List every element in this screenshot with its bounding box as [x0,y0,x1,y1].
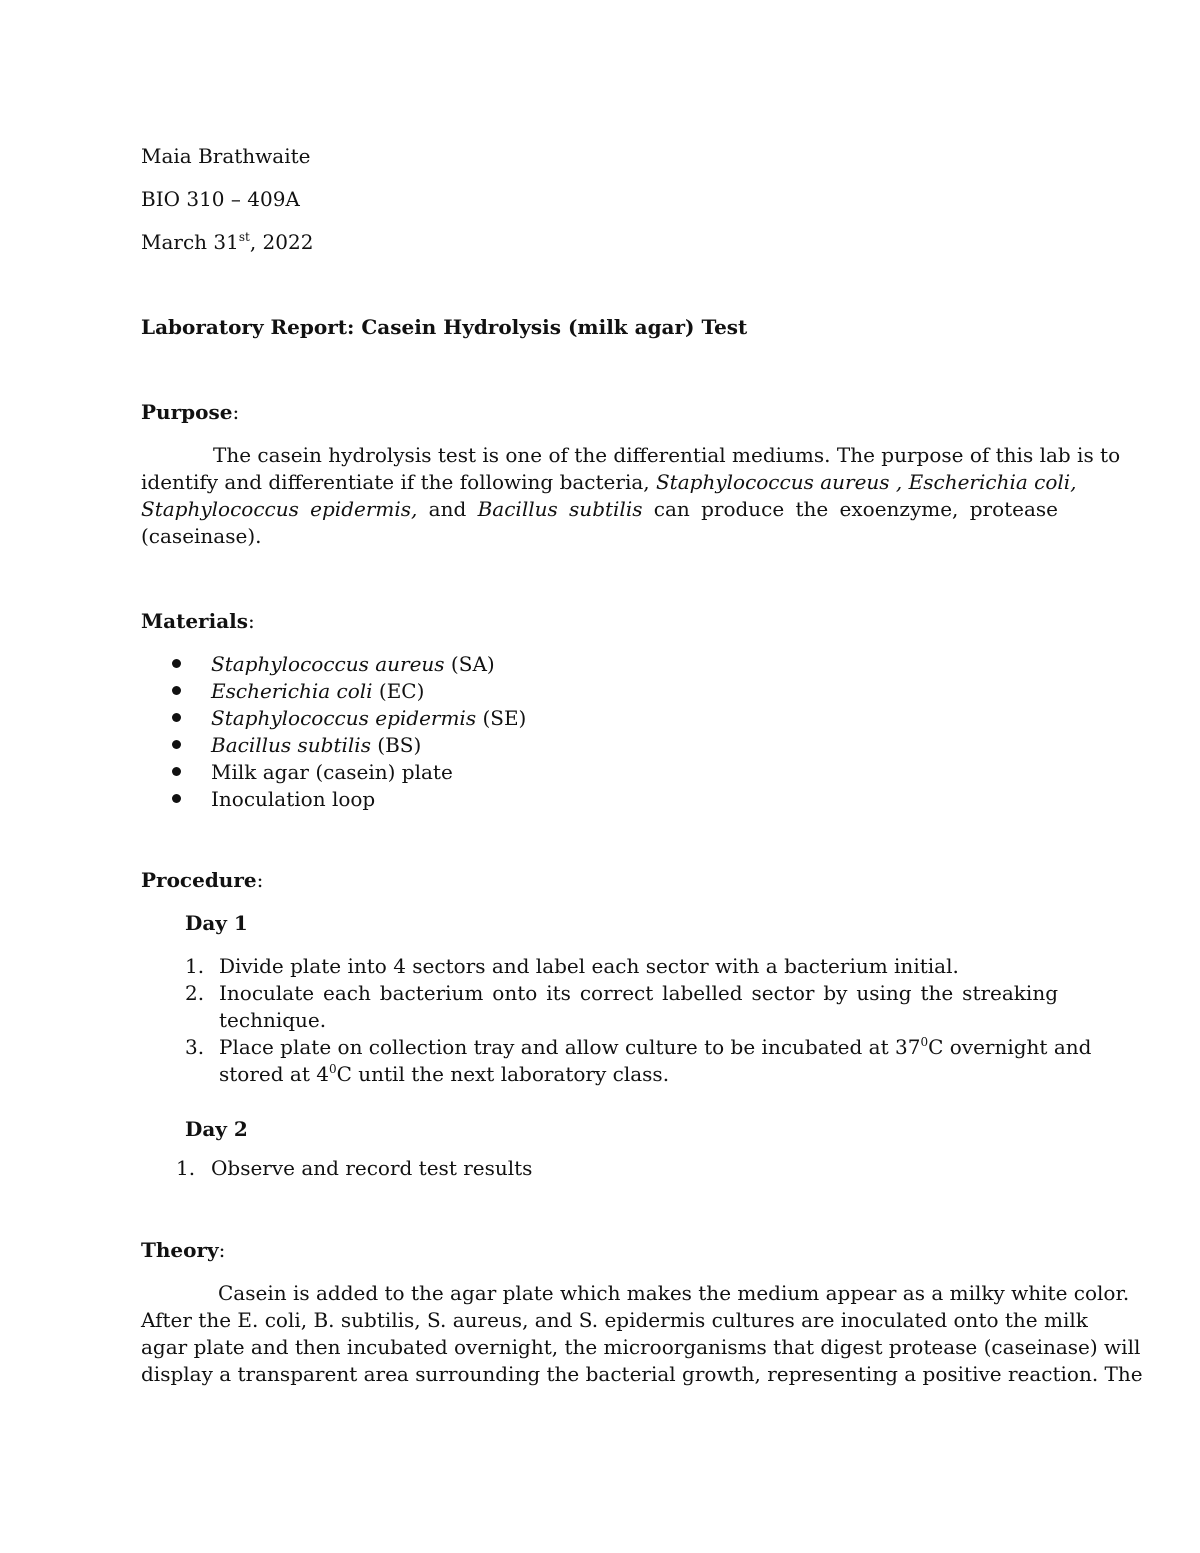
step-text-continued: technique. [219,1008,327,1032]
purpose-heading: Purpose: [141,400,240,424]
theory-paragraph-line-2: After the E. coli, B. subtilis, S. aureus, and S. epidermis cultures are inoculated onto the milk [141,1308,1088,1332]
step-text: Divide plate into 4 sectors and label each sector with a bacterium initial. [219,954,959,978]
purpose-paragraph-line-1: The casein hydrolysis test is one of the differential mediums. The purpose of this lab is to [213,443,1121,467]
day-1-heading: Day 1 [185,911,248,935]
list-item: Staphylococcus epidermis (SE) [172,705,526,732]
purpose-paragraph-line-3: Staphylococcus epidermis, and Bacillus subtilis can produce the exoenzyme, protease [141,497,1059,521]
list-item: Inoculation loop [172,786,375,813]
step-text: Place plate on collection tray and allow culture to be incubated at $37^0C$ overnight and [219,1035,1092,1059]
step-number: 2. [185,981,205,1005]
list-item: Bacillus subtilis (BS) [172,732,421,759]
step-number: 3. [185,1035,205,1059]
list-item: Milk agar (casein) plate [172,759,453,786]
step-number: 1. [185,954,205,978]
list-item: Escherichia coli (EC) [172,678,424,705]
day-2-heading: Day 2 [185,1117,248,1141]
theory-paragraph-line-1: Casein is added to the agar plate which makes the medium appear as a milky white color. [218,1281,1130,1305]
bullet-icon [172,686,181,695]
theory-paragraph-line-4: display a transparent area surrounding the bacterial growth, representing a positive reaction. The [141,1362,1143,1386]
course-code: BIO 310 – 409A [141,187,300,211]
purpose-paragraph-line-2: identify and differentiate if the following bacteria, Staphylococcus aureus , Escherichia coli, [141,470,1077,494]
bullet-icon [172,767,181,776]
bullet-icon [172,740,181,749]
step-number: 1. [176,1156,196,1180]
step-text: Inoculate each bacterium onto its correct labelled sector by using the streaking [219,981,1058,1005]
purpose-paragraph-line-4: (caseinase). [141,524,262,548]
author-name: Maia Brathwaite [141,144,311,168]
theory-heading: Theory: [141,1238,226,1262]
procedure-heading: Procedure: [141,868,264,892]
report-date: March 31st, 2022 [141,230,314,254]
report-title: Laboratory Report: Casein Hydrolysis (milk agar) Test [141,315,748,339]
bullet-icon [172,659,181,668]
materials-heading: Materials: [141,609,255,633]
step-text-continued: stored at $4^0C$ until the next laboratory class. [219,1062,670,1086]
list-item: Staphylococcus aureus (SA) [172,651,495,678]
step-text: Observe and record test results [211,1156,533,1180]
bullet-icon [172,794,181,803]
bullet-icon [172,713,181,722]
theory-paragraph-line-3: agar plate and then incubated overnight, the microorganisms that digest protease (caseinase) will [141,1335,1141,1359]
